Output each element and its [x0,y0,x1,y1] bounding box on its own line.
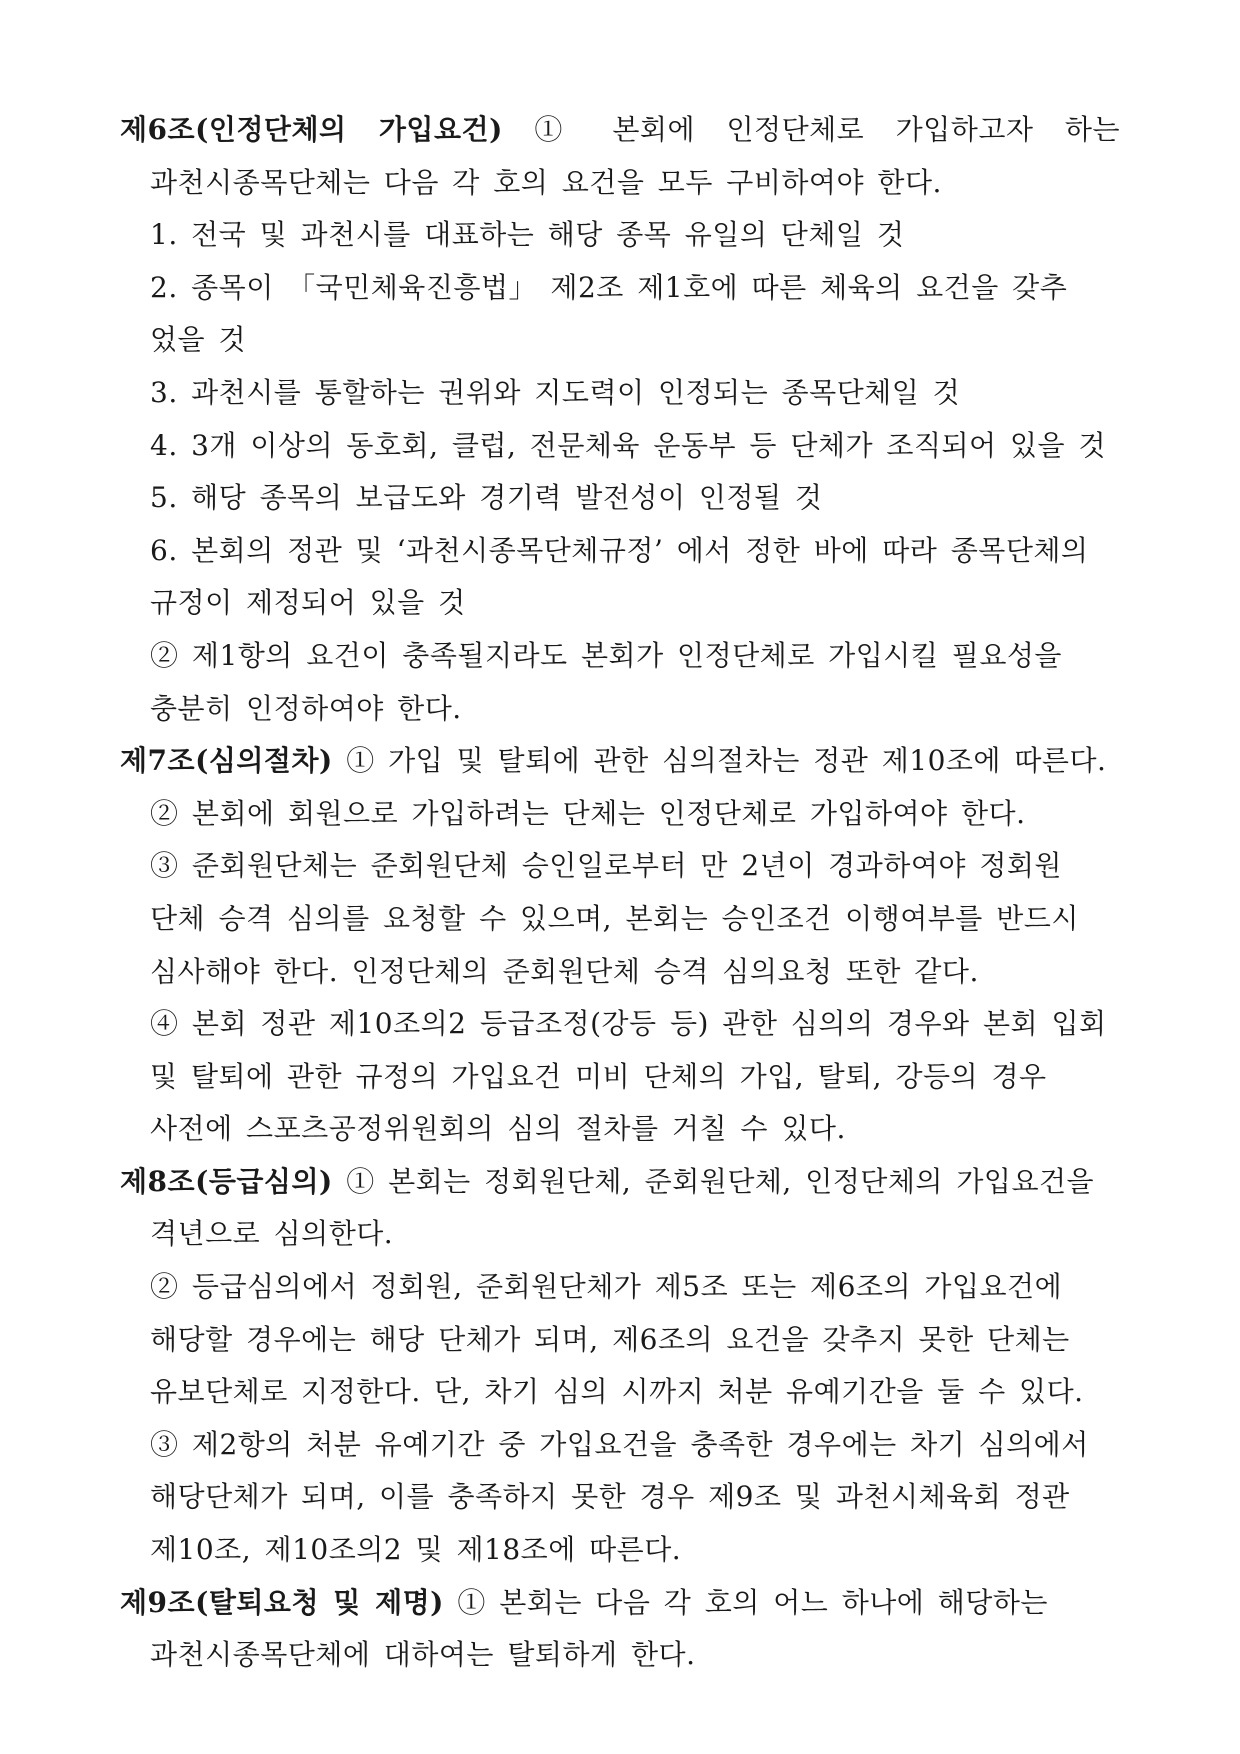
article-8-clause-3-cont: 제10조, 제10조의2 및 제18조에 따른다. [150,1533,682,1567]
article-6-item-6-cont: 규정이 제정되어 있을 것 [150,586,466,620]
article-7-clause-4-cont: 사전에 스포츠공정위원회의 심의 절차를 거칠 수 있다. [150,1112,846,1146]
regulation-text [120,104,1120,1682]
article-7-clause-3-cont: 단체 승격 심의를 요청할 수 있으며, 본회는 승인조건 이행여부를 반드시 [150,901,1079,935]
article-6-item-5: 5. 해당 종목의 보급도와 경기력 발전성이 인정될 것 [150,481,823,515]
article-8-clause-1: ① 본회는 정회원단체, 준회원단체, 인정단체의 가입요건을 [346,1164,1095,1198]
article-7-clause-3: ③ 준회원단체는 준회원단체 승인일로부터 만 2년이 경과하여야 정회원 [150,849,1062,883]
article-8-clause-3-cont: 해당단체가 되며, 이를 충족하지 못한 경우 제9조 및 과천시체육회 정관 [150,1480,1070,1514]
article-7-clause-3-cont: 심사해야 한다. 인정단체의 준회원단체 승격 심의요청 또한 같다. [150,954,979,988]
article-8-clause-2-cont: 해당할 경우에는 해당 단체가 되며, 제6조의 요건을 갖추지 못한 단체는 [150,1322,1070,1356]
article-7-heading: 제7조(심의절차) [120,744,333,778]
article-7-clause-1: ① 가입 및 탈퇴에 관한 심의절차는 정관 제10조에 따른다. [346,744,1107,778]
article-8-heading: 제8조(등급심의) [120,1164,333,1198]
article-7-heading-line [120,735,1120,788]
article-7-clause-4-cont: 및 탈퇴에 관한 규정의 가입요건 미비 단체의 가입, 탈퇴, 강등의 경우 [150,1059,1047,1093]
article-6-item-1: 1. 전국 및 과천시를 대표하는 해당 종목 유일의 단체일 것 [150,218,905,252]
article-6-item-3: 3. 과천시를 통할하는 권위와 지도력이 인정되는 종목단체일 것 [150,375,961,409]
article-7-clause-4: ④ 본회 정관 제10조의2 등급조정(강등 등) 관한 심의의 경우와 본회 입회 [150,1007,1107,1041]
article-8-clause-2: ② 등급심의에서 정회원, 준회원단체가 제5조 또는 제6조의 가입요건에 [150,1270,1063,1304]
article-6-item-4: 4. 3개 이상의 동호회, 클럽, 전문체육 운동부 등 단체가 조직되어 있을 것 [150,428,1107,462]
article-9-heading: 제9조(탈퇴요청 및 제명) [120,1585,444,1619]
article-6-item-6: 6. 본회의 정관 및 ‘과천시종목단체규정’ 에서 정한 바에 따라 종목단체의 [150,533,1089,567]
article-6-clause-2: ② 제1항의 요건이 충족될지라도 본회가 인정단체로 가입시킬 필요성을 [150,638,1062,672]
article-9-heading-line [120,1577,1120,1630]
article-6-item-2-cont: 었을 것 [150,323,247,357]
article-6-item-2: 2. 종목이 「국민체육진흥법」 제2조 제1호에 따른 체육의 요건을 갖추 [150,270,1068,304]
article-6-text-line: 과천시종목단체는 다음 각 호의 요건을 모두 구비하여야 한다. [150,165,942,199]
article-9-clause-1: ① 본회는 다음 각 호의 어느 하나에 해당하는 [457,1585,1048,1619]
article-6-clause-1: ① 본회에 인정단체로 가입하고자 하는 [534,113,1120,146]
article-8-clause-3: ③ 제2항의 처분 유예기간 중 가입요건을 충족한 경우에는 차기 심의에서 [150,1427,1089,1461]
article-6-heading-line [120,104,1120,157]
article-8-clause-2-cont: 유보단체로 지정한다. 단, 차기 심의 시까지 처분 유예기간을 둘 수 있다. [150,1375,1084,1409]
article-6-clause-2-cont: 충분히 인정하여야 한다. [150,691,462,725]
article-8-heading-line [120,1156,1120,1209]
article-9-clause-1-cont: 과천시종목단체에 대하여는 탈퇴하게 한다. [150,1638,696,1672]
article-6-heading: 제6조(인정단체의 가입요건) [120,113,503,146]
article-8-clause-1-cont: 격년으로 심의한다. [150,1217,394,1251]
article-7-clause-2: ② 본회에 회원으로 가입하려는 단체는 인정단체로 가입하여야 한다. [150,796,1026,830]
